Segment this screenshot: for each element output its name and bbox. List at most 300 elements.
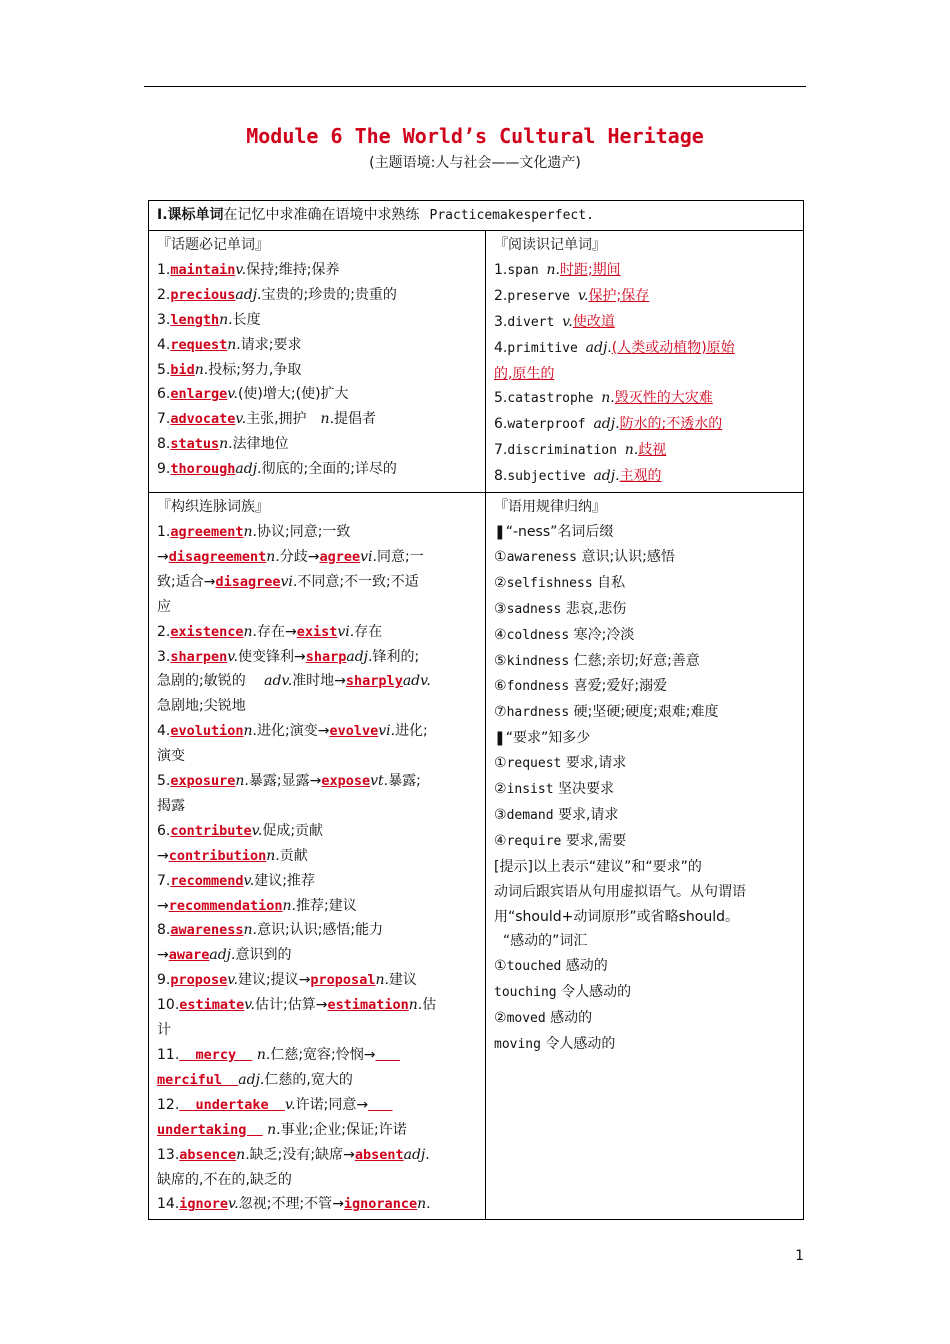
answer-word: maintain	[170, 261, 236, 278]
family-item	[157, 595, 479, 620]
meaning: 保持;维持;保养	[246, 261, 340, 278]
answer-word: evolution	[170, 723, 244, 740]
meaning: 应	[157, 598, 171, 615]
part-of-speech: n.	[546, 261, 560, 278]
part-of-speech: adj.	[403, 1146, 430, 1163]
arrow: →	[157, 897, 169, 914]
word: sadness	[506, 601, 562, 617]
rule-item	[494, 623, 797, 649]
part-of-speech: adj.	[235, 286, 262, 303]
meaning: 仁慈;亲切;好意;善意	[569, 652, 700, 669]
arrow: →	[363, 1047, 376, 1063]
item-number: 1.	[494, 261, 508, 278]
family-item	[157, 1093, 479, 1118]
rule-item	[494, 649, 797, 675]
heading-line	[494, 233, 797, 258]
family-item	[157, 545, 479, 570]
item-number: 3.	[157, 311, 171, 328]
family-item	[157, 744, 479, 769]
item-number: 9.	[157, 972, 171, 989]
answer-word: status	[170, 436, 220, 453]
meaning: 喜爱;爱好;溺爱	[569, 678, 668, 695]
word: touched	[506, 959, 562, 975]
arrow: →	[298, 972, 311, 989]
arrow: →	[317, 723, 330, 740]
answer-blank	[376, 1047, 400, 1063]
family-item	[157, 1068, 479, 1093]
word-item	[494, 464, 797, 490]
answer-word: precious	[170, 286, 236, 303]
circled-number: ①	[494, 958, 507, 975]
tip-line	[494, 880, 797, 905]
item-number: 4.	[157, 723, 171, 740]
tip-text: [提示]以上表示“建议”和“要求”的	[494, 858, 702, 875]
meaning: 使变锋利	[237, 648, 294, 665]
meaning: 要求,需要	[561, 832, 627, 849]
answer-word: sharply	[345, 673, 403, 690]
answer-word: existence	[170, 623, 244, 640]
meaning: 估	[422, 997, 437, 1014]
answer-meaning: 主观的	[619, 468, 662, 485]
part-of-speech: adj.	[238, 1071, 265, 1088]
meaning: 自私	[592, 574, 626, 591]
answer-meaning: 歧视	[638, 442, 667, 459]
answer-word: exist	[296, 623, 338, 640]
answer-word: exposure	[170, 773, 236, 790]
word-item	[494, 336, 797, 362]
word-family-cell	[149, 493, 486, 1220]
meaning: 令人感动的	[540, 1036, 616, 1053]
item-number: 2.	[157, 623, 171, 640]
circled-number: ①	[494, 755, 507, 772]
answer-blank: undertake	[179, 1096, 285, 1113]
answer-word: length	[170, 311, 220, 328]
answer-word: disagree	[215, 573, 281, 590]
word-item	[494, 310, 797, 336]
meaning: 促成;贡献	[262, 822, 324, 839]
part-of-speech: v.	[227, 972, 238, 989]
word: hardness	[506, 705, 570, 721]
item-number: 8.	[494, 468, 508, 485]
word: kindness	[506, 653, 570, 669]
meaning: 意识;认识;感悟	[577, 548, 675, 565]
word: insist	[506, 782, 554, 798]
answer-word: aware	[168, 947, 210, 964]
part-of-speech: n.	[417, 1196, 431, 1213]
heading-line	[157, 495, 479, 520]
answer-word: expose	[321, 773, 371, 790]
tip-text: 动词后跟宾语从句用虚拟语气。从句谓语	[494, 883, 746, 900]
meaning: 寒冷;冷淡	[569, 626, 635, 643]
rule-item	[494, 777, 797, 803]
heading-line	[494, 495, 797, 520]
answer-meaning: 使改道	[572, 313, 615, 330]
word: moved	[506, 1011, 546, 1027]
word-item	[157, 283, 479, 308]
answer-word: disagreement	[168, 548, 267, 565]
word: awareness	[506, 549, 578, 565]
meaning: 贡献	[279, 847, 308, 864]
rule-item	[494, 674, 797, 700]
item-number: 6.	[157, 822, 171, 839]
usage-rules-cell	[486, 493, 804, 1220]
section-desc: 在记忆中求准确在语境中求熟练	[223, 207, 420, 223]
meaning: 坚决要求	[553, 781, 614, 798]
family-item	[157, 669, 479, 694]
cell-heading: 『语用规律归纳』	[494, 499, 606, 516]
family-item	[157, 819, 479, 844]
part-of-speech: n.	[243, 623, 257, 640]
word: coldness	[506, 627, 570, 643]
answer-meaning: 的,原生的	[494, 365, 555, 382]
meaning: 致;适合	[157, 573, 204, 590]
part-of-speech: n.	[219, 436, 233, 453]
page-number: 1	[795, 1248, 804, 1264]
rule-title: “感动的”词汇	[502, 933, 588, 950]
meaning: 提倡者	[334, 411, 377, 428]
meaning: 推荐;建议	[296, 897, 357, 914]
meaning: 存在	[354, 623, 383, 640]
page-title: Module 6 The World’s Cultural Heritage	[246, 124, 704, 148]
family-item	[157, 645, 479, 670]
meaning: 计	[157, 1022, 171, 1039]
meaning: 长度	[232, 311, 261, 328]
word-item	[494, 386, 797, 412]
part-of-speech: adj.	[209, 947, 236, 964]
answer-word: propose	[170, 972, 228, 989]
item-number: 8.	[157, 922, 171, 939]
family-item	[157, 1168, 479, 1193]
meaning: 感动的	[561, 958, 608, 975]
meaning: 揭露	[157, 797, 185, 814]
arrow: →	[293, 648, 306, 665]
family-item	[157, 1143, 479, 1168]
meaning: 请求;要求	[240, 336, 302, 353]
part-of-speech: n.	[320, 411, 335, 428]
answer-word: agreement	[170, 523, 244, 540]
family-item	[157, 694, 479, 719]
meaning: 主张,拥护	[246, 411, 307, 428]
word-item	[157, 382, 479, 407]
part-of-speech: vi.	[378, 723, 396, 740]
word: primitive	[507, 340, 586, 356]
word-item	[157, 308, 479, 333]
word: fondness	[506, 679, 570, 695]
family-item	[157, 570, 479, 595]
answer-meaning: 保护;保存	[588, 287, 650, 304]
item-number: 13.	[157, 1146, 180, 1163]
part-of-speech: v.	[243, 872, 255, 889]
answer-word: contribution	[168, 847, 267, 864]
meaning: 进化;演变	[256, 723, 318, 740]
family-item	[157, 918, 479, 943]
answer-word: recommend	[170, 872, 244, 889]
part-of-speech: v.	[235, 261, 247, 278]
meaning: 硬;坚硬;硬度;艰难;难度	[569, 704, 719, 721]
arrow: →	[307, 548, 320, 565]
word: span	[507, 262, 547, 278]
family-item	[157, 769, 479, 794]
family-item	[157, 844, 479, 869]
meaning: 建议;提议	[237, 972, 299, 989]
answer-word: contribute	[170, 822, 252, 839]
meaning: 仁慈;宽容;怜悯	[270, 1047, 364, 1063]
part-of-speech: n.	[601, 390, 615, 407]
part-of-speech: adv.	[264, 673, 293, 690]
part-of-speech: n.	[236, 1146, 250, 1163]
family-item	[157, 894, 479, 919]
gap	[246, 673, 264, 689]
part-of-speech: n.	[194, 361, 209, 378]
rule-item	[494, 571, 797, 597]
item-number: 1.	[157, 523, 171, 540]
part-of-speech: adj.	[593, 468, 620, 485]
meaning: 暴露;	[388, 773, 421, 790]
answer-word: sharp	[305, 648, 347, 665]
cell-heading: 『阅读识记单词』	[494, 237, 606, 253]
meaning: 事业;企业;保证;许诺	[280, 1121, 407, 1138]
meaning: 急剧地;尖锐地	[157, 698, 246, 715]
circled-number: ④	[494, 626, 507, 643]
part-of-speech: vi.	[280, 573, 298, 590]
arrow: →	[157, 947, 169, 964]
cell-heading: 『构织连脉词族』	[157, 499, 269, 516]
rule-item	[494, 954, 797, 980]
family-item	[157, 1043, 479, 1068]
meaning: 协议;同意;一致	[256, 523, 351, 540]
meaning: (使)增大;(使)扩大	[237, 386, 349, 403]
item-number: 7.	[157, 872, 171, 889]
meaning: 法律地位	[232, 436, 289, 453]
item-number: 1.	[157, 261, 171, 278]
answer-meaning: 防水的;不透水的	[619, 416, 723, 433]
arrow: →	[309, 773, 322, 790]
family-item	[157, 1018, 479, 1043]
part-of-speech: v.	[227, 386, 238, 403]
meaning: 锋利的;	[372, 648, 420, 665]
answer-word: absent	[354, 1146, 404, 1163]
family-item	[157, 869, 479, 894]
word-item	[157, 258, 479, 283]
word: waterproof	[507, 417, 594, 433]
answer-word: estimate	[179, 997, 245, 1014]
word-item	[494, 284, 797, 310]
item-number: 2.	[494, 287, 508, 304]
meaning: 要求,请求	[553, 806, 619, 823]
arrow: →	[203, 573, 216, 590]
meaning: 存在	[256, 623, 285, 640]
family-item	[157, 1192, 479, 1217]
tip-line	[494, 855, 797, 880]
part-of-speech: n.	[243, 922, 257, 939]
item-number: 5.	[157, 361, 171, 378]
meaning: 投标;努力,争取	[208, 361, 302, 378]
cell-heading: 『话题必记单词』	[157, 237, 269, 253]
part-of-speech: v.	[228, 1196, 239, 1213]
circled-number: ⑦	[494, 704, 507, 721]
word: subjective	[507, 469, 594, 485]
meaning: 感动的	[545, 1010, 593, 1027]
item-number: 9.	[157, 461, 171, 478]
vocab-table	[148, 200, 804, 1220]
answer-word: agree	[319, 548, 361, 565]
word: moving	[494, 1037, 541, 1053]
rule-item	[494, 751, 797, 777]
circled-number: ②	[494, 781, 507, 798]
item-number: 3.	[494, 313, 508, 330]
family-item	[157, 1118, 479, 1143]
tip-line	[494, 905, 797, 930]
item-number: 6.	[494, 416, 508, 433]
item-number: 7.	[157, 411, 171, 428]
answer-word: thorough	[170, 461, 236, 478]
answer-word: enlarge	[170, 386, 228, 403]
section-motto: Practicemakesperfect.	[429, 208, 594, 223]
answer-blank	[368, 1097, 392, 1113]
meaning: 令人感动的	[556, 984, 632, 1001]
circled-number: ④	[494, 832, 507, 849]
gap	[494, 933, 503, 949]
part-of-speech: v.	[235, 411, 247, 428]
part-of-speech: n.	[243, 523, 257, 540]
arrow: →	[356, 1096, 369, 1113]
topic-words-cell	[149, 231, 486, 493]
rule-title-line	[494, 929, 797, 954]
item-number: 5.	[494, 390, 508, 407]
item-number: 12.	[157, 1096, 180, 1113]
part-of-speech: v.	[227, 648, 238, 665]
word-item-cont	[494, 362, 797, 387]
word-item	[157, 333, 479, 358]
meaning: 仁慈的,宽大的	[264, 1071, 353, 1088]
bullet-mark: ❚	[494, 730, 506, 747]
part-of-speech: adj.	[593, 416, 620, 433]
gap	[307, 411, 321, 427]
part-of-speech: adj.	[585, 339, 612, 356]
item-number: 11.	[157, 1047, 180, 1063]
answer-word: proposal	[310, 972, 376, 989]
family-item	[157, 520, 479, 545]
word: catastrophe	[507, 391, 602, 407]
meaning: 估计;估算	[255, 997, 316, 1014]
part-of-speech: n.	[282, 897, 296, 914]
item-number: 4.	[157, 336, 171, 353]
answer-blank: undertaking	[157, 1121, 263, 1138]
family-item	[157, 719, 479, 744]
item-number: 8.	[157, 436, 171, 453]
reading-words-cell	[486, 231, 804, 493]
arrow: →	[334, 673, 346, 690]
word: touching	[494, 985, 557, 1001]
circled-number: ③	[494, 600, 507, 617]
item-number: 10.	[157, 997, 180, 1014]
circled-number: ②	[494, 574, 507, 591]
family-item	[157, 620, 479, 645]
meaning: 建议	[388, 972, 417, 989]
item-number: 6.	[157, 386, 171, 403]
answer-word: recommendation	[168, 897, 283, 914]
family-item	[157, 968, 479, 993]
meaning: 缺席的,不在的,缺乏的	[157, 1171, 292, 1188]
item-number: 3.	[157, 648, 171, 665]
meaning: 暴露;显露	[248, 773, 310, 790]
part-of-speech: v.	[577, 287, 589, 304]
meaning: 进化;	[395, 723, 428, 740]
word: require	[506, 833, 562, 849]
meaning: 急剧的;敏锐的	[157, 673, 246, 690]
meaning: 意识;认识;感悟;能力	[256, 922, 384, 939]
part-of-speech: v.	[251, 822, 263, 839]
meaning: 忽视;不理;不管	[238, 1196, 333, 1213]
meaning: 建议;推荐	[254, 872, 315, 889]
arrow: →	[157, 847, 169, 864]
part-of-speech: vt.	[370, 773, 389, 790]
item-number: 5.	[157, 773, 171, 790]
answer-meaning: 毁灭性的大灾难	[614, 390, 713, 407]
circled-number: ⑥	[494, 678, 507, 695]
meaning: 不同意;不一致;不适	[297, 573, 419, 590]
word: discrimination	[507, 443, 625, 459]
word-item	[157, 407, 479, 432]
part-of-speech: adj.	[235, 461, 262, 478]
rule-item	[494, 700, 797, 726]
meaning: 准时地	[292, 673, 335, 690]
word-item	[494, 412, 797, 438]
answer-word: awareness	[170, 922, 244, 939]
meaning: 演变	[157, 748, 185, 765]
part-of-speech: n.	[262, 1121, 281, 1138]
bullet-mark: ❚	[494, 523, 506, 540]
family-item	[157, 794, 479, 819]
answer-word: sharpen	[170, 648, 228, 665]
answer-blank: merciful	[157, 1071, 239, 1088]
item-number: 2.	[157, 286, 171, 303]
rule-title: “要求”知多少	[505, 730, 591, 747]
answer-meaning: (人类或动植物)原始	[611, 339, 735, 356]
rule-item	[494, 1032, 797, 1058]
item-number: 14.	[157, 1196, 180, 1213]
answer-word: evolve	[329, 723, 379, 740]
part-of-speech: v.	[244, 997, 255, 1014]
meaning: 许诺;同意	[295, 1096, 357, 1113]
rule-title-line	[494, 520, 797, 545]
circled-number: ①	[494, 548, 507, 565]
word-item	[157, 432, 479, 457]
meaning: 宝贵的;珍贵的;贵重的	[261, 286, 397, 303]
rule-title: “-ness”名词后缀	[505, 523, 614, 540]
word: preserve	[507, 288, 578, 304]
answer-word: bid	[170, 361, 195, 378]
part-of-speech: adj.	[346, 648, 373, 665]
meaning: 彻底的;全面的;详尽的	[261, 461, 397, 478]
part-of-speech: vi.	[337, 623, 355, 640]
part-of-speech: n.	[624, 442, 639, 459]
part-of-speech: n.	[266, 548, 280, 565]
rule-title-line	[494, 726, 797, 751]
part-of-speech: n.	[227, 336, 241, 353]
part-of-speech: n.	[243, 723, 257, 740]
part-of-speech: n.	[219, 311, 233, 328]
rule-item	[494, 803, 797, 829]
meaning: 悲哀,悲伤	[561, 600, 627, 617]
part-of-speech: n.	[252, 1047, 271, 1063]
answer-word: advocate	[170, 411, 236, 428]
top-rule	[144, 86, 806, 87]
rule-item	[494, 980, 797, 1006]
word-item	[494, 258, 797, 284]
item-number: 7.	[494, 442, 508, 459]
arrow: →	[315, 997, 328, 1014]
